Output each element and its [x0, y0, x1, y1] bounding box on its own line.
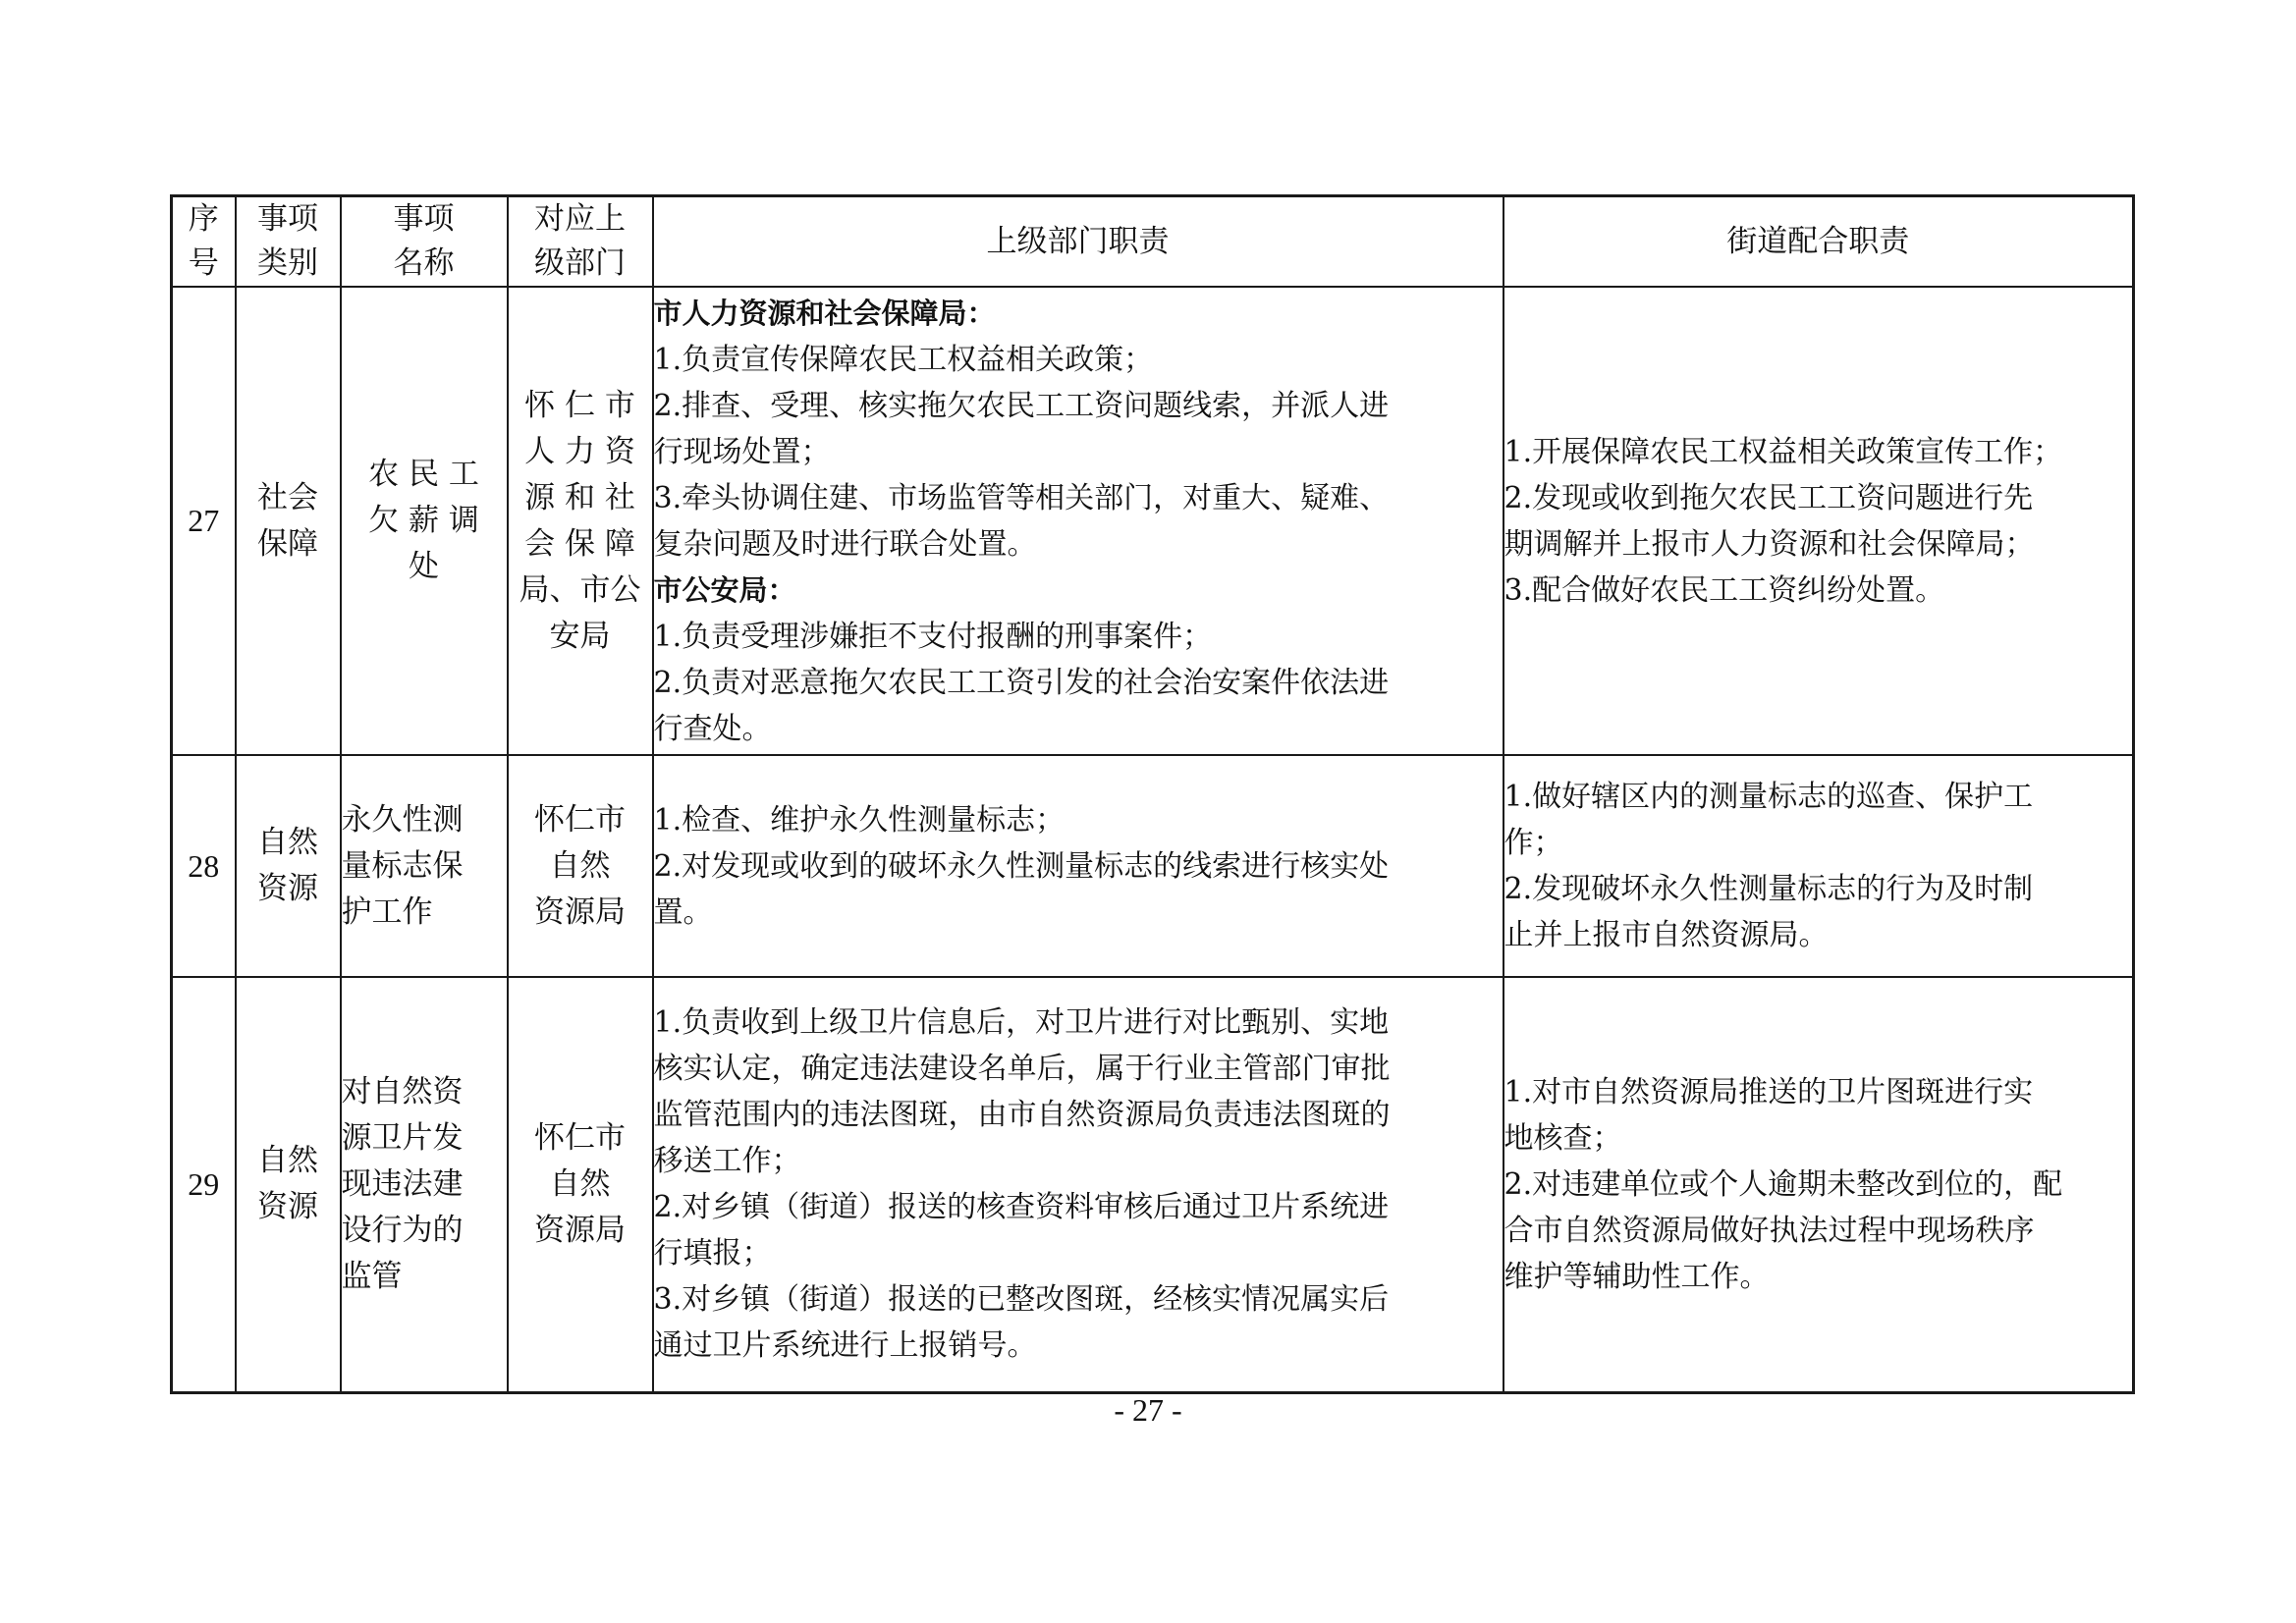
header-category: 事项 类别 [236, 196, 341, 288]
table-row [172, 755, 2134, 977]
row-index: 29 [172, 977, 236, 1392]
row-department: 怀仁市 自然 资源局 [508, 977, 653, 1392]
row-street-duties: 1.开展保障农民工权益相关政策宣传工作； 2.发现或收到拖欠农民工工资问题进行先 期调解并上报市人力资源和社会保障局； 3.配合做好农民工工资纠纷处置。 [1503, 287, 2134, 755]
header-street-duties: 街道配合职责 [1503, 196, 2134, 288]
table-header-row [172, 196, 2134, 288]
header-upper-duties: 上级部门职责 [653, 196, 1503, 288]
row-item-name: 农 民 工 欠 薪 调 处 [341, 287, 508, 755]
header-index: 序 号 [172, 196, 236, 288]
duty-table [170, 194, 2135, 1394]
table-row [172, 977, 2134, 1392]
row-item-name: 对自然资 源卫片发 现违法建 设行为的 监管 [341, 977, 508, 1392]
row-category: 自然 资源 [236, 977, 341, 1392]
row-category: 社会 保障 [236, 287, 341, 755]
page-number: - 27 - [1114, 1392, 1182, 1428]
table-row [172, 287, 2134, 755]
row-upper-duties: 1.检查、维护永久性测量标志； 2.对发现或收到的破坏永久性测量标志的线索进行核实处 置。 [653, 755, 1503, 977]
row-index: 28 [172, 755, 236, 977]
row-street-duties: 1.对市自然资源局推送的卫片图斑进行实 地核查； 2.对违建单位或个人逾期未整改到位的，配 合市自然资源局做好执法过程中现场秩序 维护等辅助性工作。 [1503, 977, 2134, 1392]
row-item-name: 永久性测 量标志保 护工作 [341, 755, 508, 977]
row-department: 怀 仁 市 人 力 资 源 和 社 会 保 障 局、市公 安局 [508, 287, 653, 755]
row-department: 怀仁市 自然 资源局 [508, 755, 653, 977]
header-department: 对应上 级部门 [508, 196, 653, 288]
row-upper-duties: 1.负责收到上级卫片信息后，对卫片进行对比甄别、实地 核实认定，确定违法建设名单后，属于行业主管部门审批 监管范围内的违法图斑，由市自然资源局负责违法图斑的 移送工作； 2.对乡镇（街道）报送的核查资料审核后通过卫片系统进 行填报； 3.对乡镇（街道）报送的已整改图斑，经核实情况属实后 通过卫片系统进行上报销号。 [653, 977, 1503, 1392]
row-upper-duties: 市人力资源和社会保障局： 1.负责宣传保障农民工权益相关政策； 2.排查、受理、核实拖欠农民工工资问题线索，并派人进 行现场处置； 3.牵头协调住建、市场监管等相关部门，对重大、疑难、 复杂问题及时进行联合处置。 市公安局： 1.负责受理涉嫌拒不支付报酬的刑事案件； 2.负责对恶意拖欠农民工工资引发的社会治安案件依法进 行查处。 [653, 287, 1503, 755]
header-item-name: 事项 名称 [341, 196, 508, 288]
row-index: 27 [172, 287, 236, 755]
row-category: 自然 资源 [236, 755, 341, 977]
row-street-duties: 1.做好辖区内的测量标志的巡查、保护工 作； 2.发现破坏永久性测量标志的行为及时制 止并上报市自然资源局。 [1503, 755, 2134, 977]
